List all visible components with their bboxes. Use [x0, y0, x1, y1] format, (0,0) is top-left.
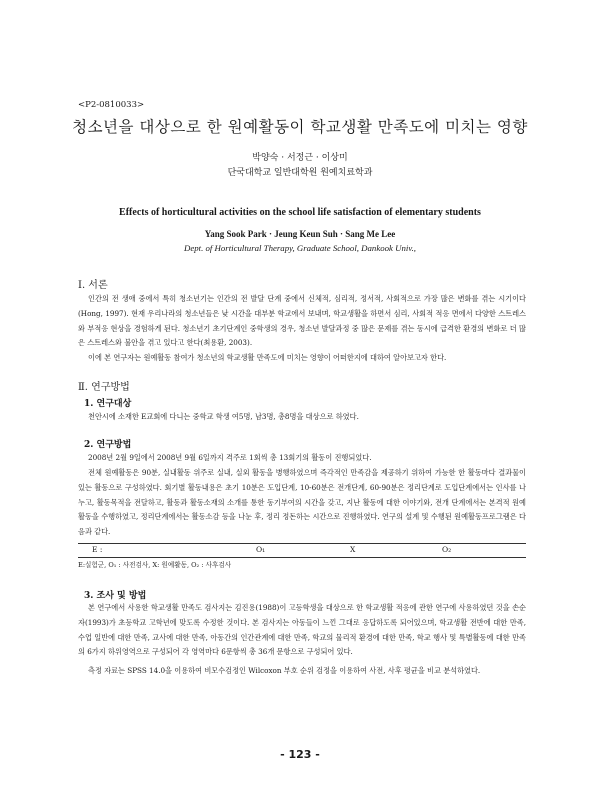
paper-code: <P2-0810033>: [78, 100, 145, 110]
title-english: Effects of horticultural activities on the school life satisfaction of elementary students: [119, 207, 481, 218]
intro-paragraph-1: 인간의 전 생애 중에서 특히 청소년기는 인간의 전 발달 단계 중에서 신체적, 심리적, 정서적, 사회적으로 가장 많은 변화를 겪는 시기이다(Hong, 1997). 현재 우리나라의 청소년들은 낮 시간을 대부분 학교에서 보내며, 학교생활을 하면서 심리, 사회적 적응 면에서 다양한 스트레스와 부적응 현상을 경험하게 된다. 청소년기 초기단계인 중학생의 경우, 청소년 발달과정 중 많은 문제를 겪는 동시에 급격한 환경의 변화로 더 많은 스트레스와 불안을 겪고 있다고 한다(최용환, 2003).: [78, 294, 526, 348]
design-treatment: X: [350, 545, 356, 554]
subsection-2-title: 2. 연구방법: [84, 440, 132, 450]
affiliation-english: Dept. of Horticultural Therapy, Graduate School, Dankook Univ.,: [184, 243, 416, 253]
subsection-2-paragraph-1: 2008년 2월 9일에서 2008년 9월 6일까지 격주로 1회씩 총 13회기의 활동이 진행되었다.: [88, 453, 372, 462]
subsection-1-title: 1. 연구대상: [84, 399, 132, 409]
design-group: E :: [92, 545, 103, 554]
methods-heading: Ⅱ. 연구방법: [78, 382, 130, 393]
research-design-table: [78, 543, 526, 558]
subsection-3-title: 3. 조사 및 방법: [84, 591, 147, 601]
intro-paragraph-2: 이에 본 연구자는 원예활동 참여가 청소년의 학교생활 만족도에 미치는 영향이 어떠한지에 대하여 알아보고자 한다.: [88, 353, 447, 362]
design-pretest: O₁: [256, 545, 266, 554]
authors-korean: 박양숙 · 서정근 · 이상미: [252, 153, 348, 163]
authors-english: Yang Sook Park · Jeung Keun Suh · Sang Me Lee: [204, 229, 396, 239]
title-korean: 청소년을 대상으로 한 원예활동이 학교생활 만족도에 미치는 영향: [72, 118, 528, 136]
page-number: - 123 -: [280, 748, 320, 761]
design-legend: E:실험군, O₁ : 사전검사, X: 원예활동, O₂ : 사후검사: [78, 561, 232, 569]
subsection-1-text: 천안시에 소재한 E교회에 다니는 중학교 학생 여5명, 남3명, 총8명을 대상으로 하였다.: [88, 412, 359, 421]
subsection-3-paragraph-1: 본 연구에서 사용한 학교생활 만족도 검사지는 김진용(1988)이 고등학생을 대상으로 한 학교생활 적응에 관한 연구에 사용하였던 것을 손순자(1993)가 초등학교 고학년에 맞도록 수정한 것이다. 본 검사지는 아동들이 느낀 그대로 응답하도록 되어있으며, 학교생활 전반에 대한 만족, 수업 일반에 대한 만족, 교사에 대한 만족, 아동간의 인간관계에 대한 만족, 학교의 물리적 환경에 대한 만족, 학교 행사 및 특별활동에 대한 만족의 6가지 하위영역으로 구성되어 각 영역마다 6문항씩 총 36개 문항으로 구성되어 있다.: [78, 603, 526, 657]
design-posttest: O₂: [442, 545, 452, 554]
intro-heading: Ⅰ. 서론: [78, 280, 108, 291]
subsection-2-paragraph-2: 전체 원예활동은 90분, 실내활동 위주로 실내, 실외 활동을 병행하였으며 즉각적인 만족감을 제공하기 위하여 가능한 한 활동마다 결과물이 있는 활동으로 구성하였다. 회기별 활동내용은 초기 10분은 도입단계, 10-60분은 전개단계, 60-90분은 정리단계로 도입단계에서는 인사를 나누고, 활동목적을 전달하고, 활동과 활동소재의 소개를 통한 동기부여의 시간을 갖고, 지난 활동에 대한 이야기와, 전개 단계에서는 본격적 원예활동을 수행하였고, 정리단계에서는 활동소감 등을 나눈 후, 정리 정돈하는 시간으로 진행하였다. 연구의 설계 및 수행된 원예활동프로그램은 다음과 같다.: [78, 468, 526, 537]
affiliation-korean: 단국대학교 일반대학원 원예치료학과: [227, 168, 373, 178]
subsection-3-paragraph-2: 측정 자료는 SPSS 14.0을 이용하여 비모수검정인 Wilcoxon 부호 순위 검정을 이용하여 사전, 사후 평균을 비교 분석하였다.: [88, 666, 481, 675]
